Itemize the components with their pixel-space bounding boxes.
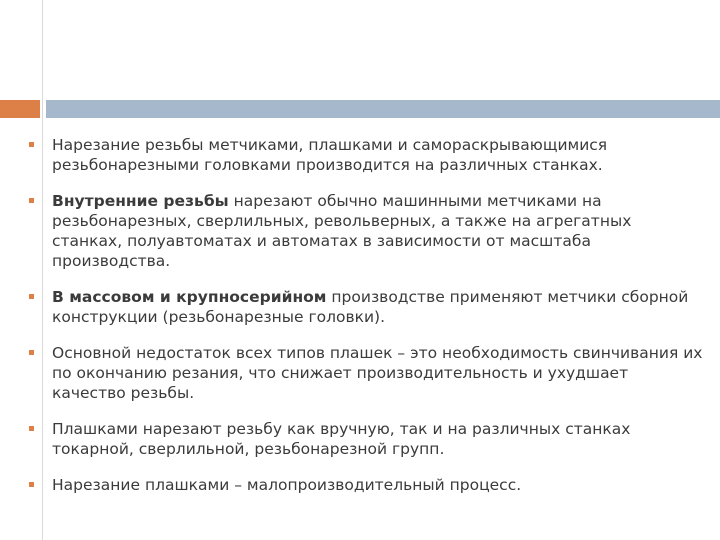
square-bullet-icon [29, 198, 34, 203]
list-item [24, 287, 704, 327]
bullet-bold-text: В массовом и крупносерийном [52, 288, 327, 306]
list-item [24, 475, 704, 495]
square-bullet-icon [29, 142, 34, 147]
accent-bar-orange [0, 100, 40, 118]
list-item [24, 135, 704, 175]
bullet-text: производстве применяют метчики сборной конструкции (резьбонарезные головки). [52, 288, 689, 326]
list-item [24, 191, 704, 271]
bullet-text: нарезают обычно машинными метчиками на резьбонарезных, сверлильных, револьверных, а также на агрегатных станках, полуавтоматах и автоматах в зависимости от масштаба производства. [52, 192, 632, 270]
square-bullet-icon [29, 482, 34, 487]
bullet-text: Основной недостаток всех типов плашек – это необходимость свинчивания их по окончанию резания, что снижает производительность и ухудшает качество резьбы. [52, 344, 703, 402]
bullet-list [24, 135, 704, 495]
square-bullet-icon [29, 426, 34, 431]
list-item [24, 419, 704, 459]
bullet-bold-text: Внутренние резьбы [52, 192, 229, 210]
bullet-text: Плашками нарезают резьбу как вручную, так и на различных станках токарной, сверлильной, резьбонарезной групп. [52, 420, 631, 458]
square-bullet-icon [29, 350, 34, 355]
square-bullet-icon [29, 294, 34, 299]
bullet-text: Нарезание резьбы метчиками, плашками и самораскрывающимися резьбонарезными головками производится на различных станках. [52, 136, 608, 174]
list-item [24, 343, 704, 403]
bullet-text: Нарезание плашками – малопроизводительный процесс. [52, 476, 522, 494]
accent-bar-blue [46, 100, 720, 118]
